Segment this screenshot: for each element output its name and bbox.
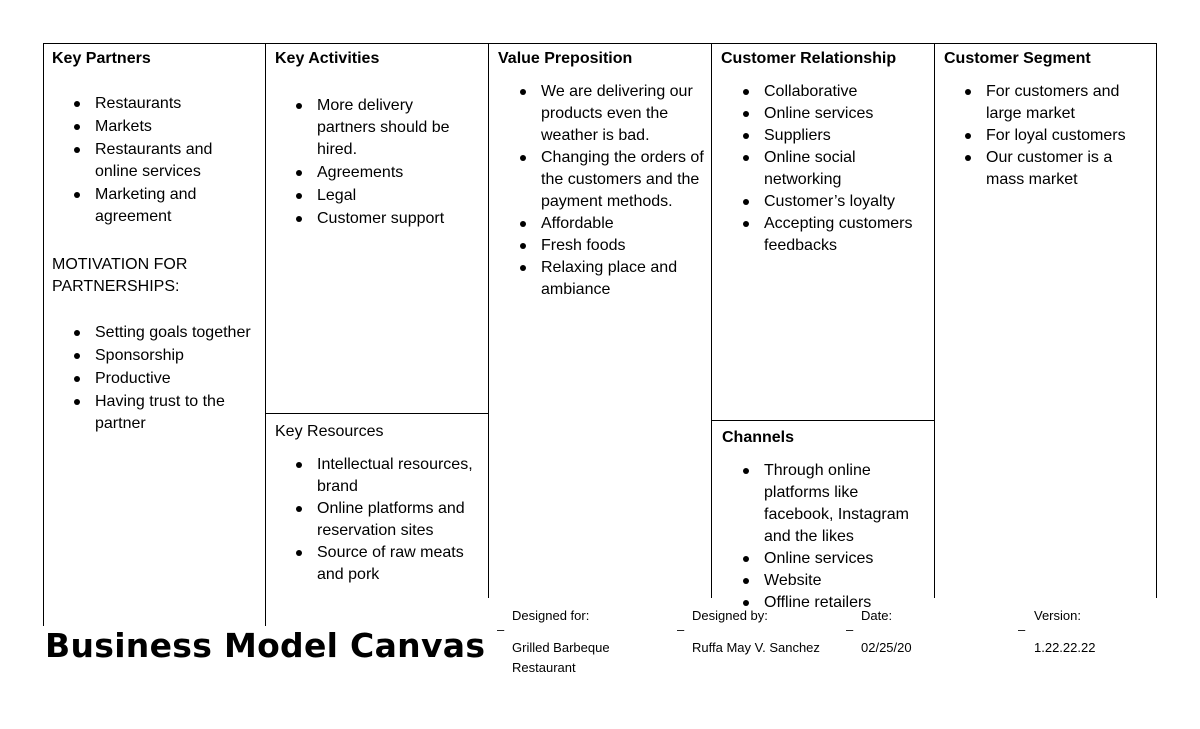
key-partners-title: Key Partners bbox=[52, 50, 151, 67]
grid-top-border bbox=[43, 43, 1157, 44]
list-item: Online social networking bbox=[742, 147, 927, 191]
list-item: Changing the orders of the customers and the payment methods. bbox=[519, 147, 705, 213]
grid-right-border bbox=[1156, 43, 1157, 598]
designed-by-dash: – bbox=[677, 622, 685, 637]
list-item: For customers and large market bbox=[964, 81, 1144, 125]
list-item: Marketing and agreement bbox=[73, 184, 253, 228]
version-value: 1.22.22.22 bbox=[1034, 640, 1096, 655]
list-item: Collaborative bbox=[742, 81, 927, 103]
grid-divider-1 bbox=[265, 43, 266, 626]
designed-for-dash: – bbox=[497, 622, 505, 637]
motivation-heading: MOTIVATION FOR PARTNERSHIPS: bbox=[52, 256, 188, 295]
list-item: Affordable bbox=[519, 213, 705, 235]
key-activities-title: Key Activities bbox=[275, 50, 380, 67]
designed-by-label: Designed by: bbox=[692, 608, 768, 623]
list-item: Setting goals together bbox=[73, 322, 253, 344]
list-item: Accepting customers feedbacks bbox=[742, 213, 927, 257]
designed-for-label: Designed for: bbox=[512, 608, 590, 623]
list-item: Restaurants and online services bbox=[73, 139, 253, 183]
version-label: Version: bbox=[1034, 608, 1081, 623]
list-item: Markets bbox=[73, 116, 253, 138]
list-item: Website bbox=[742, 570, 927, 592]
list-item: We are delivering our products even the weather is bad. bbox=[519, 81, 705, 147]
list-item: Our customer is a mass market bbox=[964, 147, 1144, 191]
date-label: Date: bbox=[861, 608, 893, 623]
list-item: Online services bbox=[742, 548, 927, 570]
key-partners-list bbox=[73, 93, 253, 228]
designed-for-value: Grilled Barbeque Restaurant bbox=[512, 640, 610, 675]
value-proposition-title: Value Preposition bbox=[498, 50, 633, 67]
list-item: Source of raw meats and pork bbox=[295, 542, 477, 586]
customer-segment-list bbox=[964, 81, 1144, 191]
grid-left-border bbox=[43, 43, 44, 626]
date-value: 02/25/20 bbox=[861, 640, 912, 655]
list-item: Agreements bbox=[295, 162, 475, 184]
relationship-channels-divider bbox=[711, 420, 935, 421]
designed-by-value: Ruffa May V. Sanchez bbox=[692, 640, 820, 655]
list-item: Relaxing place and ambiance bbox=[519, 257, 705, 301]
motivation-list bbox=[73, 322, 253, 435]
channels-list bbox=[742, 460, 927, 614]
customer-relationship-title: Customer Relationship bbox=[721, 50, 897, 67]
list-item: Online platforms and reservation sites bbox=[295, 498, 477, 542]
grid-divider-4 bbox=[934, 43, 935, 598]
customer-relationship-list bbox=[742, 81, 927, 257]
key-activities-list bbox=[295, 95, 475, 230]
canvas-title: Business Model Canvas bbox=[45, 626, 486, 665]
list-item: Offline retailers bbox=[742, 592, 927, 614]
list-item: Intellectual resources, brand bbox=[295, 454, 477, 498]
list-item: For loyal customers bbox=[964, 125, 1144, 147]
date-dash: – bbox=[846, 622, 854, 637]
list-item: Sponsorship bbox=[73, 345, 253, 367]
value-proposition-list bbox=[519, 81, 705, 301]
list-item: Suppliers bbox=[742, 125, 927, 147]
key-resources-list bbox=[295, 454, 477, 586]
customer-segment-title: Customer Segment bbox=[944, 50, 1091, 67]
list-item: Productive bbox=[73, 368, 253, 390]
list-item: Having trust to the partner bbox=[73, 391, 253, 435]
list-item: Online services bbox=[742, 103, 927, 125]
list-item: Through online platforms like facebook, Instagram and the likes bbox=[742, 460, 927, 548]
list-item: Restaurants bbox=[73, 93, 253, 115]
channels-title: Channels bbox=[722, 429, 795, 446]
version-dash: – bbox=[1018, 622, 1026, 637]
channels-clip bbox=[712, 455, 934, 611]
list-item: Legal bbox=[295, 185, 475, 207]
key-resources-title: Key Resources bbox=[275, 423, 384, 440]
list-item: Fresh foods bbox=[519, 235, 705, 257]
list-item: More delivery partners should be hired. bbox=[295, 95, 475, 161]
grid-divider-2 bbox=[488, 43, 489, 598]
list-item: Customer support bbox=[295, 208, 475, 230]
activities-resources-divider bbox=[265, 413, 489, 414]
list-item: Customer’s loyalty bbox=[742, 191, 927, 213]
